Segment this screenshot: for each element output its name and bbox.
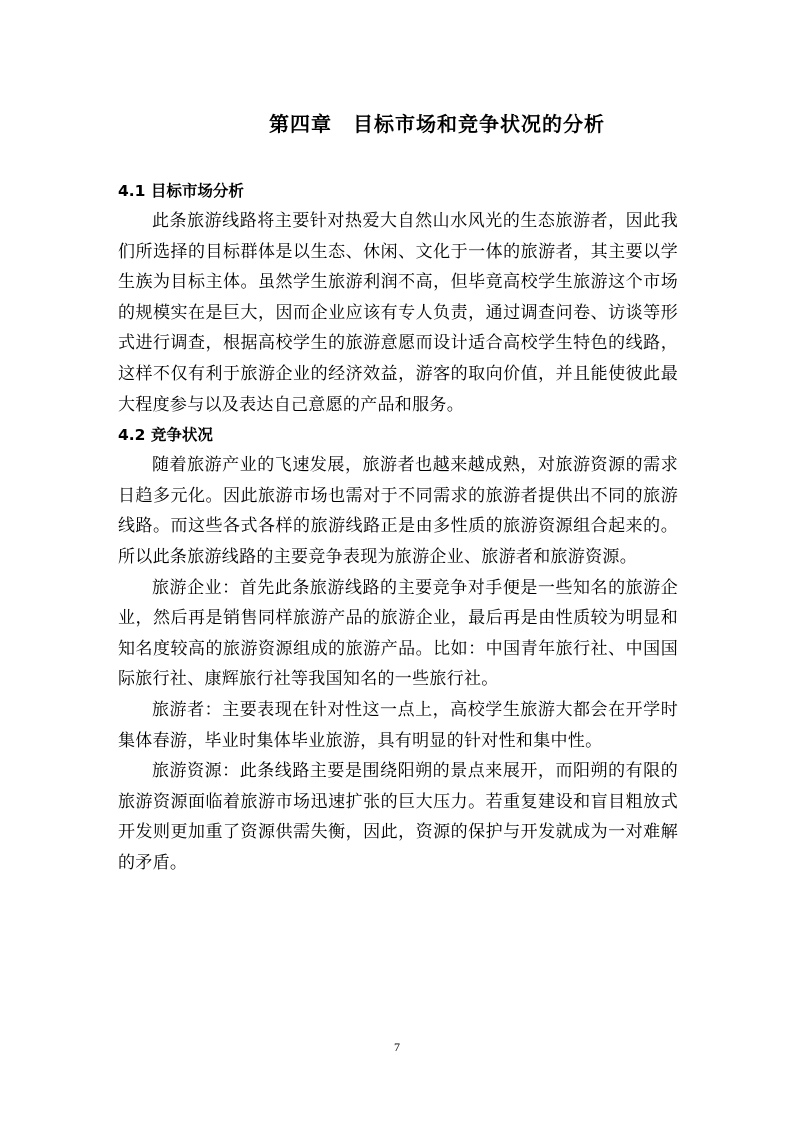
section-target-market (118, 176, 678, 420)
page-content (118, 176, 678, 878)
paragraph: 旅游资源：此条线路主要是围绕阳朔的景点来展开，而阳朔的有限的旅游资源面临着旅游市场迅速扩张的巨大压力。若重复建设和盲目粗放式开发则更加重了资源供需失衡，因此，资源的保护与开发就成为一对难解的矛盾。 (118, 761, 678, 873)
paragraph: 旅游者：主要表现在针对性这一点上，高校学生旅游大都会在开学时集体春游，毕业时集体毕业旅游，具有明显的针对性和集中性。 (118, 699, 678, 751)
section-heading: 4.1 目标市场分析 (118, 182, 244, 200)
paragraph: 旅游企业：首先此条旅游线路的主要竞争对手便是一些知名的旅游企业，然后再是销售同样旅游产品的旅游企业，最后再是由性质较为明显和知名度较高的旅游资源组成的旅游产品。比如：中国青年旅行社、中国国际旅行社、康辉旅行社等我国知名的一些旅行社。 (118, 577, 678, 690)
chapter-title: 第四章 目标市场和竞争状况的分析 (269, 112, 605, 136)
section-competition (118, 420, 678, 878)
paragraph: 此条旅游线路将主要针对热爱大自然山水风光的生态旅游者，因此我们所选择的目标群体是以生态、休闲、文化于一体的旅游者，其主要以学生族为目标主体。虽然学生旅游利润不高，但毕竟高校学生旅游这个市场的规模实在是巨大，因而企业应该有专人负责，通过调查问卷、访谈等形式进行调查，根据高校学生的旅游意愿而设计适合高校学生特色的线路，这样不仅有利于旅游企业的经济效益，游客的取向价值，并且能使彼此最大程度参与以及表达自己意愿的产品和服务。 (118, 211, 678, 415)
paragraph: 随着旅游产业的飞速发展，旅游者也越来越成熟，对旅游资源的需求日趋多元化。因此旅游市场也需对于不同需求的旅游者提供出不同的旅游线路。而这些各式各样的旅游线路正是由多性质的旅游资源组合起来的。所以此条旅游线路的主要竞争表现为旅游企业、旅游者和旅游资源。 (118, 455, 678, 567)
page-number: 7 (394, 1040, 400, 1054)
section-heading: 4.2 竞争状况 (118, 426, 213, 445)
